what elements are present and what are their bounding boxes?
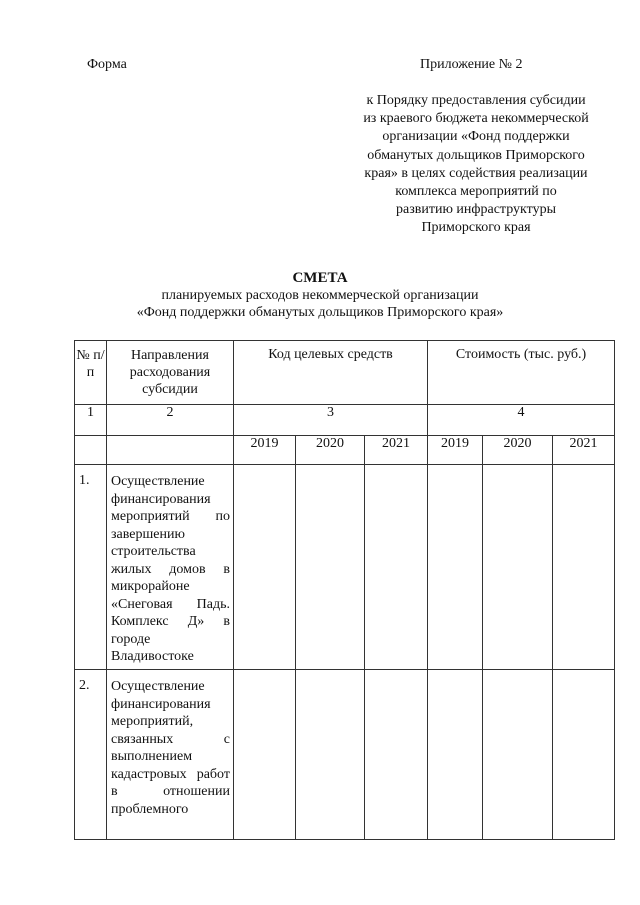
estimate-table	[74, 340, 615, 840]
row-direction-text: Осуществление финансирования мероприятий, связанных с выполнением кадастровых работ в отношении проблемного	[107, 670, 234, 840]
value-cell	[483, 670, 553, 840]
row-direction-text: Осуществление финансирования мероприятий по завершению строительства жилых домов в микрорайоне «Снеговая Падь. Комплекс Д» в городе Владивостоке	[107, 465, 234, 670]
header-num-cell: № п/п	[75, 341, 107, 405]
header-direction-cell: Направления расходования субсидии	[107, 341, 234, 405]
appendix-line: Приморского края	[421, 220, 531, 236]
value-cell	[365, 670, 428, 840]
value-cell	[483, 465, 553, 670]
year-cell: 2019	[234, 436, 296, 465]
column-number-cell: 3	[234, 405, 428, 436]
value-cell	[234, 670, 296, 840]
appendix-line: к Порядку предоставления субсидии	[366, 93, 586, 108]
year-cell: 2021	[553, 436, 615, 465]
appendix-line: из краевого бюджета некоммерческой	[363, 111, 589, 127]
column-number-row	[75, 405, 615, 436]
empty-cell	[75, 436, 107, 465]
year-row	[75, 436, 615, 465]
table-row	[75, 670, 615, 840]
value-cell	[428, 670, 483, 840]
value-cell	[553, 670, 615, 840]
value-cell	[428, 465, 483, 670]
form-label: Форма	[87, 57, 127, 72]
year-cell: 2019	[428, 436, 483, 465]
empty-cell	[107, 436, 234, 465]
document-title: СМЕТА	[292, 270, 348, 286]
year-cell: 2021	[365, 436, 428, 465]
table-row	[75, 465, 615, 670]
appendix-text	[340, 92, 612, 238]
appendix-line: обманутых дольщиков Приморского	[367, 147, 585, 163]
column-number-cell: 2	[107, 405, 234, 436]
appendix-line: организации «Фонд поддержки	[382, 129, 570, 145]
row-number: 2.	[75, 670, 107, 840]
year-cell: 2020	[296, 436, 365, 465]
column-number-cell: 1	[75, 405, 107, 436]
document-subtitle	[0, 287, 640, 321]
header-cost-cell: Стоимость (тыс. руб.)	[428, 341, 615, 405]
subtitle-line: планируемых расходов некоммерческой организации	[161, 288, 479, 303]
column-number-cell: 4	[428, 405, 615, 436]
appendix-title: Приложение № 2	[420, 57, 523, 72]
header-code-cell: Код целевых средств	[234, 341, 428, 405]
appendix-line: края» в целях содействия реализации	[364, 165, 588, 181]
appendix-line: развитию инфраструктуры	[396, 202, 556, 218]
appendix-line: комплекса мероприятий по	[395, 184, 557, 200]
value-cell	[234, 465, 296, 670]
value-cell	[553, 465, 615, 670]
value-cell	[365, 465, 428, 670]
value-cell	[296, 670, 365, 840]
year-cell: 2020	[483, 436, 553, 465]
value-cell	[296, 465, 365, 670]
row-number: 1.	[75, 465, 107, 670]
subtitle-line: «Фонд поддержки обманутых дольщиков Приморского края»	[136, 305, 504, 320]
table-header-row	[75, 341, 615, 405]
